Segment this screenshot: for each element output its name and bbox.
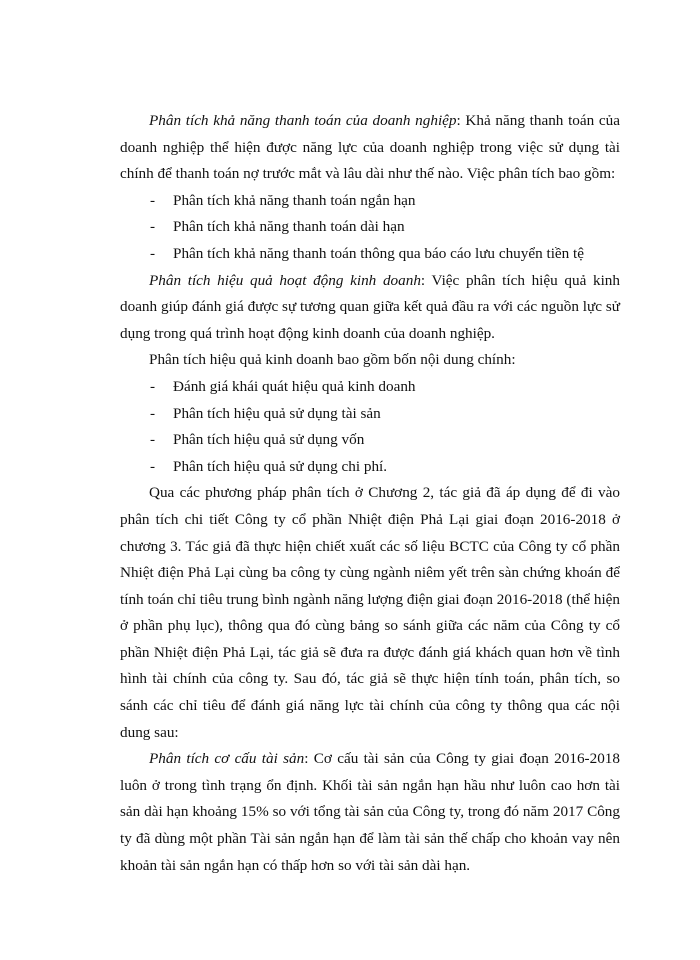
paragraph-lead: Phân tích khả năng thanh toán của doanh nghiệp <box>149 112 457 129</box>
bullet-list-payment <box>120 188 620 268</box>
bullet-dash: - <box>150 431 156 449</box>
paragraph-business-efficiency <box>120 268 620 348</box>
paragraph-text: : Khả năng thanh toán của doanh nghiệp thể hiện được năng lực của doanh nghiệp trong việc sử dụng tài chính để thanh toán nợ trước mắt và lâu dài như thế nào. Việc phân tích bao gồm: <box>120 112 620 183</box>
paragraph-asset-structure <box>120 746 620 879</box>
bullet-dash: - <box>150 457 156 475</box>
bullet-dash: - <box>150 404 156 422</box>
bullet-dash: - <box>150 218 156 236</box>
list-item: - Phân tích khả năng thanh toán ngắn hạn <box>120 188 620 215</box>
paragraph-text: : Cơ cấu tài sản của Công ty giai đoạn 2016-2018 luôn ở trong tình trạng ổn định. Khối tài sản ngắn hạn hầu như luôn cao hơn tài sản dài hạn khoảng 15% so với tổng tài sản của Công ty, trong đó năm 2017 Công ty đã dùng một phần Tài sản ngắn hạn để làm tài sản thế chấp cho khoản vay nên khoản tài sản ngắn hạn có thấp hơn so với tài sản dài hạn. <box>120 750 620 874</box>
list-item: - Đánh giá khái quát hiệu quả kinh doanh <box>120 374 620 401</box>
bullet-dash: - <box>150 377 156 395</box>
paragraph-efficiency-intro: Phân tích hiệu quả kinh doanh bao gồm bốn nội dung chính: <box>149 351 516 369</box>
bullet-dash: - <box>150 244 156 262</box>
list-item: - Phân tích hiệu quả sử dụng chi phí. <box>120 454 620 481</box>
list-item: - Phân tích hiệu quả sử dụng tài sản <box>120 401 620 428</box>
bullet-list-efficiency <box>120 374 620 480</box>
list-item: - Phân tích khả năng thanh toán thông qua báo cáo lưu chuyển tiền tệ <box>120 241 620 268</box>
list-item: - Phân tích khả năng thanh toán dài hạn <box>120 214 620 241</box>
paragraph-text: : Việc phân tích hiệu quả kinh doanh giúp đánh giá được sự tương quan giữa kết quả đầu ra với các nguồn lực sử dụng trong quá trình hoạt động kinh doanh của doanh nghiệp. <box>120 271 620 342</box>
paragraph-lead: Phân tích hiệu quả hoạt động kinh doanh <box>149 271 421 289</box>
bullet-dash: - <box>150 191 156 209</box>
document-page <box>120 108 620 879</box>
paragraph-methodology: Qua các phương pháp phân tích ở Chương 2, tác giả đã áp dụng để đi vào phân tích chi tiết Công ty cổ phần Nhiệt điện Phả Lại giai đoạn 2016-2018 ở chương 3. Tác giả đã thực hiện chiết xuất các số liệu BCTC của Công ty cổ phần Nhiệt điện Phả Lại cùng ba công ty cùng ngành niêm yết trên sàn chứng khoán để tính toán chỉ tiêu trung bình ngành năng lượng điện giai đoạn 2016-2018 (thể hiện ở phần phụ lục), thông qua đó cùng bảng so sánh giữa các năm của Công ty cổ phần Nhiệt điện Phả Lại, tác giả sẽ đưa ra được đánh giá khách quan hơn về tình hình tài chính của công ty. Sau đó, tác giả sẽ thực hiện tính toán, phân tích, so sánh các chỉ tiêu để đánh giá năng lực tài chính của công ty thông qua các nội dung sau: <box>120 484 620 741</box>
paragraph-lead: Phân tích cơ cấu tài sản <box>149 750 305 768</box>
list-item: - Phân tích hiệu quả sử dụng vốn <box>120 427 620 454</box>
paragraph-payment-capacity <box>120 108 620 188</box>
